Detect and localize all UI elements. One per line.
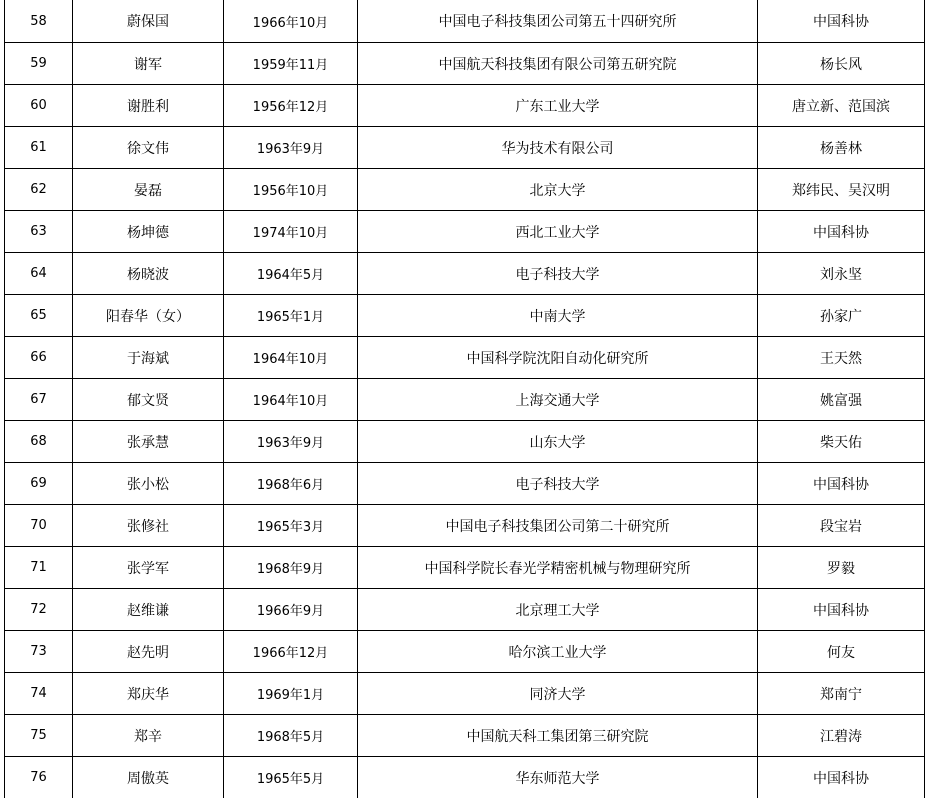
nominator-cell: 唐立新、范国滨 xyxy=(758,85,925,127)
person-name-cell: 张小松 xyxy=(73,463,224,505)
organization-cell: 中国科学院长春光学精密机械与物理研究所 xyxy=(358,547,758,589)
row-number-cell: 60 xyxy=(5,85,73,127)
birth-date-cell: 1966年9月 xyxy=(224,589,358,631)
nominator-cell: 柴天佑 xyxy=(758,421,925,463)
person-name-cell: 郑辛 xyxy=(73,715,224,757)
nominator-cell: 孙家广 xyxy=(758,295,925,337)
table-row xyxy=(5,0,925,43)
birth-date-cell: 1965年5月 xyxy=(224,757,358,799)
organization-cell: 上海交通大学 xyxy=(358,379,758,421)
birth-date-cell: 1964年10月 xyxy=(224,337,358,379)
table-row xyxy=(5,715,925,757)
organization-cell: 华东师范大学 xyxy=(358,757,758,799)
row-number-cell: 72 xyxy=(5,589,73,631)
organization-cell: 哈尔滨工业大学 xyxy=(358,631,758,673)
nominator-cell: 中国科协 xyxy=(758,211,925,253)
table-row xyxy=(5,547,925,589)
row-number-cell: 75 xyxy=(5,715,73,757)
nominator-cell: 何友 xyxy=(758,631,925,673)
table-row xyxy=(5,631,925,673)
organization-cell: 同济大学 xyxy=(358,673,758,715)
row-number-cell: 61 xyxy=(5,127,73,169)
table-row xyxy=(5,379,925,421)
birth-date-cell: 1969年1月 xyxy=(224,673,358,715)
organization-cell: 北京大学 xyxy=(358,169,758,211)
row-number-cell: 70 xyxy=(5,505,73,547)
row-number-cell: 67 xyxy=(5,379,73,421)
row-number-cell: 63 xyxy=(5,211,73,253)
table-row xyxy=(5,169,925,211)
person-name-cell: 于海斌 xyxy=(73,337,224,379)
table-row xyxy=(5,463,925,505)
row-number-cell: 66 xyxy=(5,337,73,379)
person-name-cell: 张修社 xyxy=(73,505,224,547)
nominator-cell: 杨善林 xyxy=(758,127,925,169)
table-row xyxy=(5,295,925,337)
birth-date-cell: 1968年5月 xyxy=(224,715,358,757)
organization-cell: 山东大学 xyxy=(358,421,758,463)
table-row xyxy=(5,757,925,799)
table-row xyxy=(5,505,925,547)
person-name-cell: 周傲英 xyxy=(73,757,224,799)
person-name-cell: 杨晓波 xyxy=(73,253,224,295)
organization-cell: 广东工业大学 xyxy=(358,85,758,127)
birth-date-cell: 1965年3月 xyxy=(224,505,358,547)
table-row xyxy=(5,85,925,127)
birth-date-cell: 1959年11月 xyxy=(224,43,358,85)
person-name-cell: 赵先明 xyxy=(73,631,224,673)
nominator-cell: 郑纬民、吴汉明 xyxy=(758,169,925,211)
table-row xyxy=(5,421,925,463)
nominator-cell: 中国科协 xyxy=(758,463,925,505)
nominator-cell: 罗毅 xyxy=(758,547,925,589)
person-name-cell: 郑庆华 xyxy=(73,673,224,715)
organization-cell: 电子科技大学 xyxy=(358,463,758,505)
birth-date-cell: 1966年10月 xyxy=(224,0,358,43)
person-name-cell: 张学军 xyxy=(73,547,224,589)
row-number-cell: 71 xyxy=(5,547,73,589)
nominator-cell: 王天然 xyxy=(758,337,925,379)
birth-date-cell: 1963年9月 xyxy=(224,127,358,169)
person-name-cell: 赵维谦 xyxy=(73,589,224,631)
organization-cell: 中国航天科工集团第三研究院 xyxy=(358,715,758,757)
organization-cell: 中国电子科技集团公司第二十研究所 xyxy=(358,505,758,547)
nominator-cell: 姚富强 xyxy=(758,379,925,421)
birth-date-cell: 1956年12月 xyxy=(224,85,358,127)
birth-date-cell: 1963年9月 xyxy=(224,421,358,463)
table-row xyxy=(5,589,925,631)
nominator-cell: 杨长风 xyxy=(758,43,925,85)
nominator-cell: 中国科协 xyxy=(758,757,925,799)
person-name-cell: 阳春华（女） xyxy=(73,295,224,337)
table-row xyxy=(5,43,925,85)
birth-date-cell: 1964年5月 xyxy=(224,253,358,295)
person-name-cell: 杨坤德 xyxy=(73,211,224,253)
person-name-cell: 晏磊 xyxy=(73,169,224,211)
row-number-cell: 65 xyxy=(5,295,73,337)
organization-cell: 中南大学 xyxy=(358,295,758,337)
organization-cell: 中国科学院沈阳自动化研究所 xyxy=(358,337,758,379)
table-row xyxy=(5,253,925,295)
birth-date-cell: 1968年6月 xyxy=(224,463,358,505)
row-number-cell: 69 xyxy=(5,463,73,505)
birth-date-cell: 1964年10月 xyxy=(224,379,358,421)
organization-cell: 华为技术有限公司 xyxy=(358,127,758,169)
table-row xyxy=(5,127,925,169)
table-row xyxy=(5,211,925,253)
table-row xyxy=(5,673,925,715)
birth-date-cell: 1968年9月 xyxy=(224,547,358,589)
person-name-cell: 徐文伟 xyxy=(73,127,224,169)
person-name-cell: 蔚保国 xyxy=(73,0,224,43)
nominator-cell: 段宝岩 xyxy=(758,505,925,547)
birth-date-cell: 1956年10月 xyxy=(224,169,358,211)
nominator-cell: 江碧涛 xyxy=(758,715,925,757)
row-number-cell: 58 xyxy=(5,0,73,43)
organization-cell: 电子科技大学 xyxy=(358,253,758,295)
organization-cell: 北京理工大学 xyxy=(358,589,758,631)
table-row xyxy=(5,337,925,379)
person-name-cell: 张承慧 xyxy=(73,421,224,463)
birth-date-cell: 1974年10月 xyxy=(224,211,358,253)
row-number-cell: 68 xyxy=(5,421,73,463)
person-name-cell: 谢军 xyxy=(73,43,224,85)
organization-cell: 中国航天科技集团有限公司第五研究院 xyxy=(358,43,758,85)
birth-date-cell: 1966年12月 xyxy=(224,631,358,673)
nominator-cell: 中国科协 xyxy=(758,0,925,43)
row-number-cell: 62 xyxy=(5,169,73,211)
nominator-cell: 中国科协 xyxy=(758,589,925,631)
person-name-cell: 谢胜利 xyxy=(73,85,224,127)
organization-cell: 中国电子科技集团公司第五十四研究所 xyxy=(358,0,758,43)
person-name-cell: 郁文贤 xyxy=(73,379,224,421)
nominee-table xyxy=(4,0,925,798)
nominee-table-body xyxy=(5,0,925,798)
organization-cell: 西北工业大学 xyxy=(358,211,758,253)
row-number-cell: 76 xyxy=(5,757,73,799)
row-number-cell: 73 xyxy=(5,631,73,673)
nominator-cell: 刘永坚 xyxy=(758,253,925,295)
birth-date-cell: 1965年1月 xyxy=(224,295,358,337)
row-number-cell: 59 xyxy=(5,43,73,85)
nominator-cell: 郑南宁 xyxy=(758,673,925,715)
row-number-cell: 74 xyxy=(5,673,73,715)
row-number-cell: 64 xyxy=(5,253,73,295)
